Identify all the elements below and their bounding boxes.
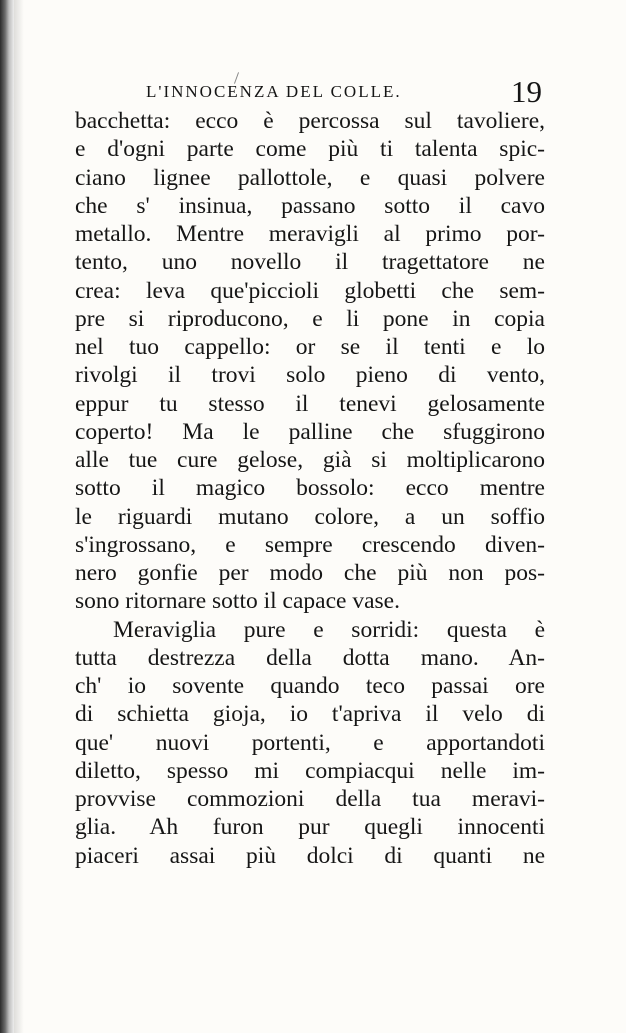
text-line: di schietta gioja, io t'apriva il velo di [75, 701, 545, 728]
text-line: que' nuovi portenti, e apportandoti [75, 729, 545, 756]
text-line: tento, uno novello il tragettatore ne [75, 249, 545, 276]
text-line: che s' insinua, passano sotto il cavo [75, 192, 545, 219]
text-line: tutta destrezza della dotta mano. An- [75, 644, 545, 671]
text-line: glia. Ah furon pur quegli innocenti [75, 814, 545, 841]
text-line: sotto il magico bossolo: ecco mentre [75, 475, 545, 502]
text-line: piaceri assai più dolci di quanti ne [75, 842, 545, 869]
text-line: sono ritornare sotto il capace vase. [75, 588, 400, 615]
page-number: 19 [511, 74, 542, 109]
text-line: le riguardi mutano colore, a un soffio [75, 503, 545, 530]
text-line: nero gonfie per modo che più non pos- [75, 560, 545, 586]
text-line: coperto! Ma le palline che sfuggirono [75, 418, 545, 445]
page-header [74, 72, 546, 112]
text-line: diletto, spesso mi compiacqui nelle im- [75, 757, 545, 784]
text-line: eppur tu stesso il tenevi gelosamente [75, 390, 545, 417]
text-line: e d'ogni parte come più ti talenta spic- [75, 136, 545, 163]
text-line: metallo. Mentre meravigli al primo por- [75, 221, 545, 247]
spine-shadow [14, 0, 24, 1033]
text-line: ciano lignee pallottole, e quasi polvere [75, 164, 545, 191]
text-line: Meraviglia pure e sorridi: questa è [113, 616, 545, 643]
body-text [75, 107, 545, 870]
text-line: nel tuo cappello: or se il tenti e lo [75, 334, 545, 360]
text-line: ch' io sovente quando teco passai ore [75, 673, 545, 699]
text-line: bacchetta: ecco è percossa sul tavoliere, [75, 108, 545, 134]
book-spine [0, 0, 14, 1033]
text-line: provvise commozioni della tua meravi- [75, 786, 545, 812]
text-line: alle tue cure gelose, già si moltiplicarono [75, 447, 545, 473]
text-line: crea: leva que'piccioli globetti che sem- [75, 277, 545, 304]
text-line: rivolgi il trovi solo pieno di vento, [75, 362, 545, 389]
text-line: pre si riproducono, e li pone in copia [75, 305, 545, 332]
text-line: s'ingrossano, e sempre crescendo diven- [75, 531, 545, 558]
running-title: L'INNOCENZA DEL COLLE. [146, 82, 402, 101]
